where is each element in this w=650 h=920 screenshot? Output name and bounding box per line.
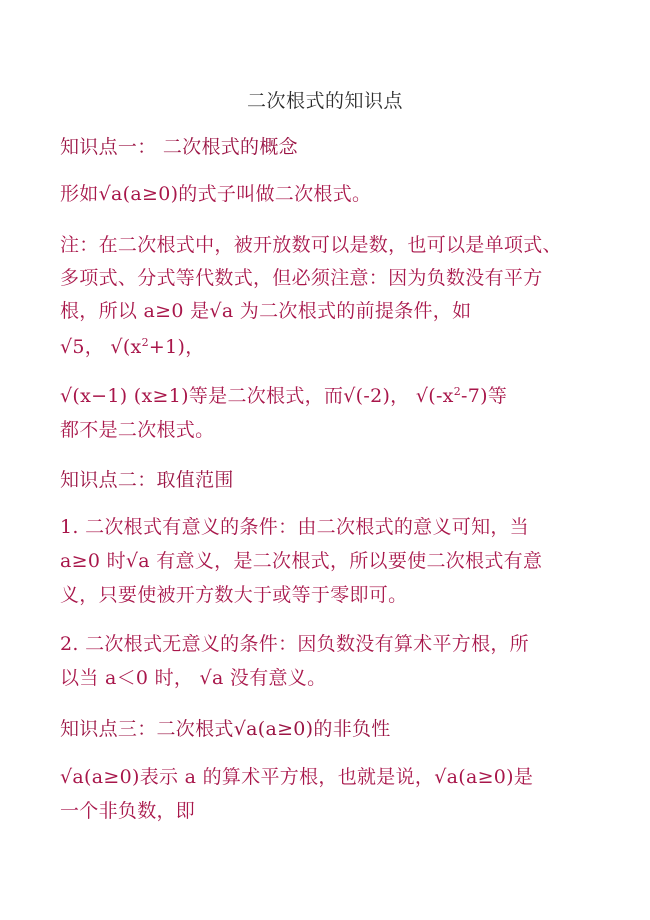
examples-suffix: +1)， [148,336,205,358]
section3-line-2: 一个非负数，即 [60,800,196,822]
page-title: 二次根式的知识点 [246,90,403,112]
section1-note-line-2: 多项式、分式等代数式，但必须注意：因为负数没有平方 [60,267,543,289]
examples-superscript: 2 [141,336,149,349]
section2-item2-line-2: 以当 a＜0 时， √a 没有意义。 [60,667,327,689]
section1-example2-line-1 [60,384,507,408]
example2-part-b: -7)等 [461,385,508,407]
section2-item1-line-2: a≥0 时√a 有意义，是二次根式，所以要使二次根式有意 [60,550,543,572]
section2-item1-line-1: 1. 二次根式有意义的条件：由二次根式的意义可知，当 [60,516,529,538]
section3-line-1: √a(a≥0)表示 a 的算术平方根，也就是说，√a(a≥0)是 [60,766,534,788]
section2-item1-line-3: 义，只要使被开方数大于或等于零即可。 [60,584,408,606]
section2-heading: 知识点二：取值范围 [60,469,234,491]
section2-item2-line-1: 2. 二次根式无意义的条件：因负数没有算术平方根，所 [60,633,529,655]
example2-superscript: 2 [453,385,461,398]
section1-heading: 知识点一： 二次根式的概念 [60,136,298,158]
section1-note-line-1: 注：在二次根式中，被开放数可以是数，也可以是单项式、 [60,234,562,256]
section3-heading: 知识点三：二次根式√a(a≥0)的非负性 [60,718,391,740]
section1-note-line-3: 根，所以 a≥0 是√a 为二次根式的前提条件，如 [60,300,472,322]
section1-example2-line-2: 都不是二次根式。 [60,419,215,441]
section1-definition: 形如√a(a≥0)的式子叫做二次根式。 [60,183,372,205]
examples-prefix: √5， √(x [60,336,142,358]
example2-part-a: √(x−1) (x≥1)等是二次根式，而√(-2)， √(-x [60,385,454,407]
section1-examples [60,335,205,359]
